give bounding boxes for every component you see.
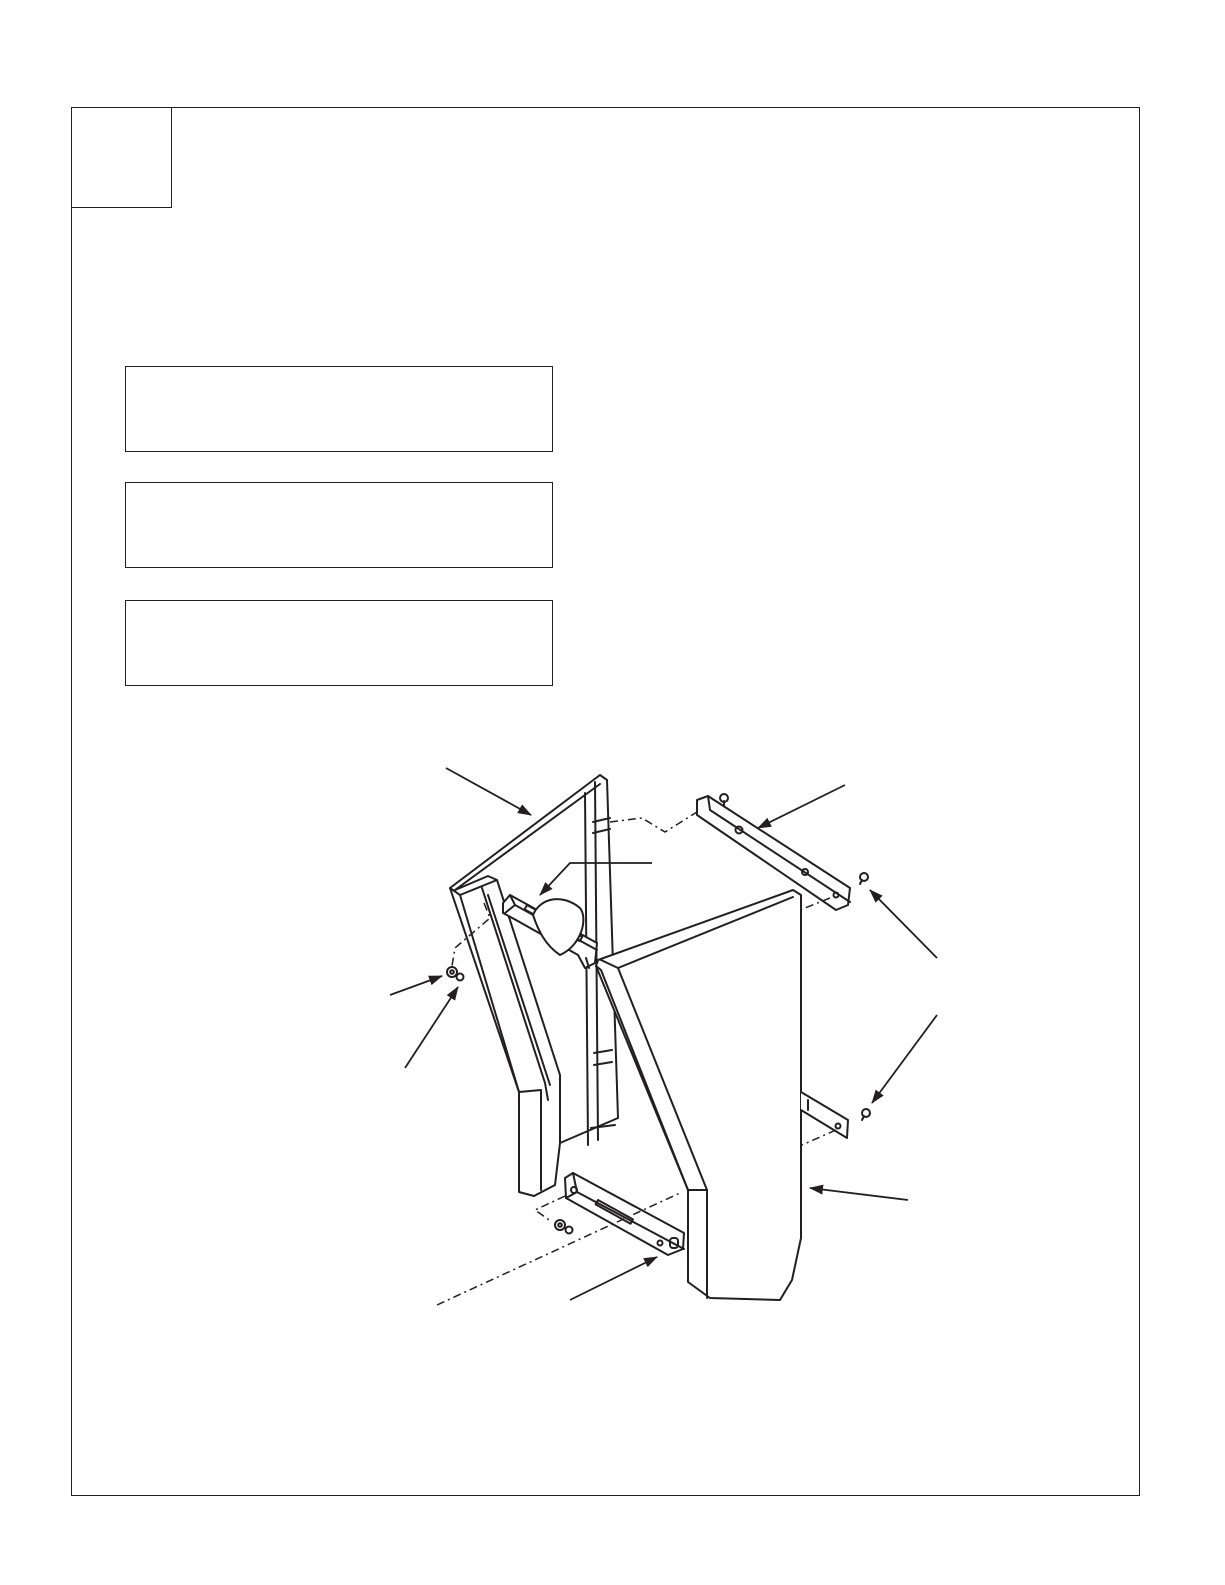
leader-right-panel (810, 1188, 908, 1200)
screw-upper-support-right (860, 873, 868, 884)
bottom-mounting-bracket (565, 1173, 684, 1255)
washer-left (447, 967, 457, 977)
leader-bottom-bracket (570, 1257, 657, 1300)
screw-left (457, 974, 464, 981)
screw-lower-support (862, 1109, 870, 1120)
lower-support-bar (801, 1092, 848, 1138)
leader-left-panel (446, 768, 531, 815)
leader-screw-upper (870, 890, 937, 958)
right-side-panel (596, 890, 801, 1300)
leader-washer (390, 976, 442, 995)
leader-screw-left (405, 987, 458, 1068)
leader-upper-bar (758, 785, 845, 828)
left-side-panel (450, 775, 618, 1196)
upper-support-bar (697, 796, 850, 910)
screw-bottom (566, 1227, 573, 1234)
washer-bottom (555, 1220, 565, 1230)
leader-screw-lower (872, 1015, 937, 1103)
